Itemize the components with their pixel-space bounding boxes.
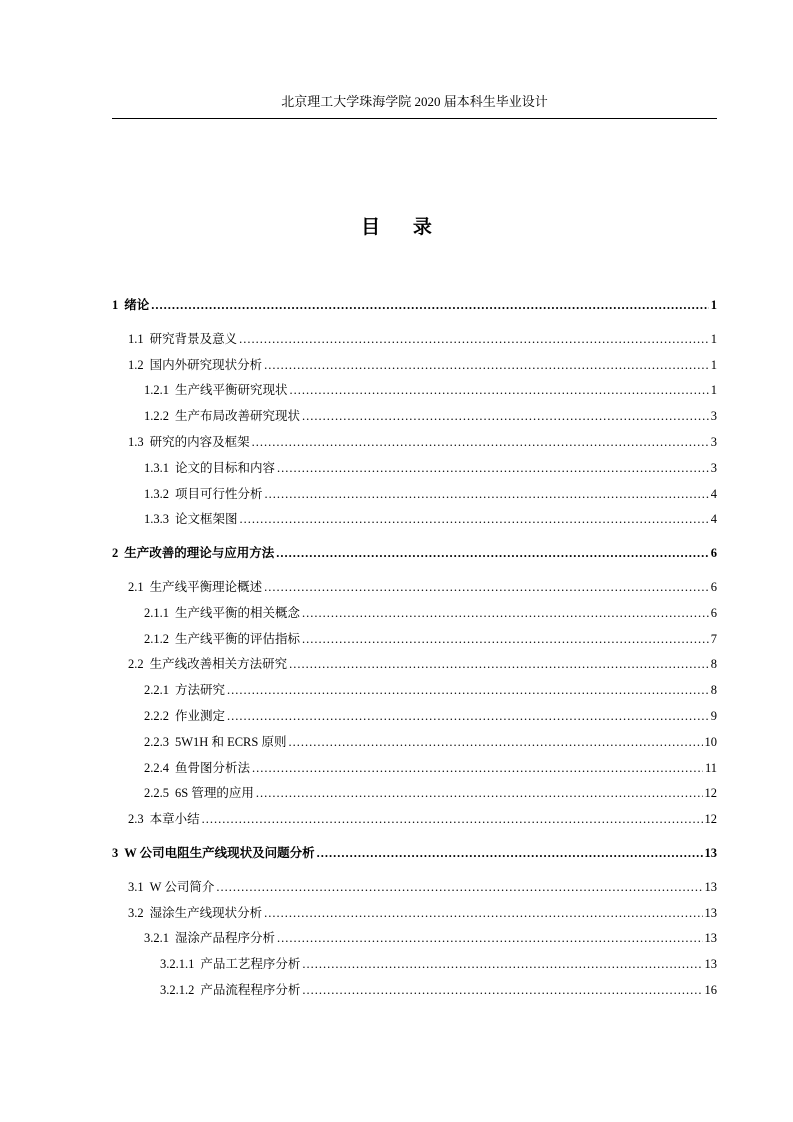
toc-entry[interactable] <box>128 810 717 828</box>
toc-entry-number: 2.2.3 <box>144 734 169 749</box>
toc-leader-dots <box>265 485 709 503</box>
toc-entry-number: 2.2.4 <box>144 760 169 775</box>
toc-entry[interactable] <box>112 844 717 862</box>
toc-leader-dots <box>252 759 703 777</box>
toc-entry-title: 生产线平衡理论概述 <box>149 580 263 594</box>
toc-leader-dots <box>302 630 709 648</box>
toc-entry-page: 1 <box>710 383 717 398</box>
toc-entry-page: 1 <box>710 357 717 372</box>
toc-title: 目 录 <box>361 217 446 238</box>
toc-entry-number: 3 <box>112 846 119 860</box>
toc-leader-dots <box>227 707 709 725</box>
toc-entry-number: 1.1 <box>128 331 144 346</box>
toc-leader-dots <box>288 733 702 751</box>
toc-entry-number: 1.3.1 <box>144 460 169 475</box>
toc-entry-number: 1.2.2 <box>144 409 169 424</box>
toc-entry-number: 1.3.2 <box>144 486 169 501</box>
page-header <box>112 93 717 119</box>
toc-entry-title: 本章小结 <box>149 812 200 827</box>
toc-entry-number: 3.1 <box>128 879 144 894</box>
toc-entry-number: 3.2 <box>128 905 144 920</box>
toc-entry-page: 13 <box>704 905 717 920</box>
toc-leader-dots <box>264 356 709 374</box>
toc-entry-page: 9 <box>710 709 717 723</box>
toc-entry-title: 方法研究 <box>175 683 226 698</box>
toc-entry[interactable] <box>144 407 717 425</box>
header-text: 北京理工大学珠海学院 2020 届本科生毕业设计 <box>281 94 548 109</box>
toc-entry-title: 项目可行性分析 <box>175 486 263 501</box>
toc-entry[interactable] <box>144 707 717 725</box>
toc-entry-number: 2.2 <box>128 657 144 672</box>
toc-leader-dots <box>302 955 702 973</box>
toc-entry-title: 湿涂产品程序分析 <box>175 931 276 946</box>
toc-entry-number: 3.2.1 <box>144 931 169 946</box>
toc-entry-title: 国内外研究现状分析 <box>149 357 263 372</box>
toc-entry-title: 生产布局改善研究现状 <box>175 409 301 424</box>
toc-entry-number: 2.1.2 <box>144 631 169 646</box>
toc-entry-page: 4 <box>710 486 717 501</box>
toc-entry-title: W 公司电阻生产线现状及问题分析 <box>124 846 315 860</box>
toc-entry[interactable] <box>128 356 717 374</box>
toc-entry[interactable] <box>144 630 717 648</box>
toc-entry-page: 8 <box>710 683 717 698</box>
toc-leader-dots <box>290 381 709 399</box>
toc-entry-page: 16 <box>704 983 717 997</box>
toc-leader-dots <box>216 878 702 896</box>
toc-entry-number: 1.2 <box>128 357 144 372</box>
toc-entry-title: 研究背景及意义 <box>149 331 238 346</box>
toc-leader-dots <box>240 510 709 528</box>
toc-entry[interactable] <box>128 878 717 896</box>
toc-entry[interactable] <box>144 485 717 503</box>
toc-entry-title: 研究的内容及框架 <box>149 435 250 449</box>
toc-entry-title: 绪论 <box>124 298 150 312</box>
toc-leader-dots <box>289 655 709 673</box>
toc-entry-title: 产品流程程序分析 <box>200 983 301 997</box>
toc-entry[interactable] <box>128 655 717 673</box>
toc-entry[interactable] <box>144 929 717 947</box>
toc-entry-page: 3 <box>710 460 717 475</box>
toc-entry-page: 3 <box>710 409 717 424</box>
toc-entry[interactable] <box>160 981 717 999</box>
toc-entry-page: 13 <box>704 931 717 946</box>
toc-entry-number: 1.3.3 <box>144 512 169 527</box>
toc-entry-number: 2.2.2 <box>144 709 169 723</box>
toc-leader-dots <box>276 544 708 562</box>
toc-entry-number: 3.2.1.1 <box>160 957 195 972</box>
toc-entry-page: 10 <box>704 734 717 749</box>
toc-entry-page: 11 <box>704 760 717 775</box>
toc-leader-dots <box>302 604 709 622</box>
toc-entry-number: 2.1 <box>128 580 144 594</box>
toc-entry-number: 1.2.1 <box>144 383 169 398</box>
toc-entry-number: 2.2.1 <box>144 683 169 698</box>
toc-entry-page: 6 <box>710 546 717 561</box>
toc-leader-dots <box>277 459 709 477</box>
toc-leader-dots <box>277 929 702 947</box>
toc-entry-title: 湿涂生产线现状分析 <box>149 905 263 920</box>
toc-entry-title: 论文的目标和内容 <box>175 460 276 475</box>
toc-entry[interactable] <box>112 296 717 314</box>
toc-entry-number: 2.1.1 <box>144 605 169 620</box>
toc-entry-page: 13 <box>704 879 717 894</box>
toc-entry-page: 6 <box>710 580 717 594</box>
toc-entry[interactable] <box>144 604 717 622</box>
toc-entry-title: 6S 管理的应用 <box>175 786 254 801</box>
toc-entry-page: 1 <box>710 298 717 312</box>
toc-entry[interactable] <box>112 544 717 562</box>
toc-entry-page: 1 <box>710 331 717 346</box>
toc-entry[interactable] <box>144 459 717 477</box>
toc-leader-dots <box>302 981 702 999</box>
toc-entry[interactable] <box>144 381 717 399</box>
toc-leader-dots <box>252 433 709 451</box>
toc-entry-number: 2.2.5 <box>144 786 169 801</box>
toc-entry[interactable] <box>128 433 717 451</box>
toc-leader-dots <box>264 578 709 596</box>
toc-entry-page: 4 <box>710 512 717 527</box>
toc-entry-title: 生产改善的理论与应用方法 <box>124 546 275 561</box>
toc-entry-page: 8 <box>710 657 717 672</box>
toc-entry[interactable] <box>144 510 717 528</box>
toc-entry-number: 1 <box>112 298 119 312</box>
toc-entry-title: 鱼骨图分析法 <box>175 760 251 775</box>
toc-entry-page: 7 <box>710 631 717 646</box>
toc-entry-title: 5W1H 和 ECRS 原则 <box>175 734 287 749</box>
toc-entry-title: 论文框架图 <box>175 512 238 527</box>
toc-entry-number: 3.2.1.2 <box>160 983 195 997</box>
toc-leader-dots <box>202 810 703 828</box>
toc-entry-title: W 公司简介 <box>149 879 215 894</box>
toc-entry[interactable] <box>144 733 717 751</box>
toc-entry[interactable] <box>144 681 717 699</box>
toc-entry-title: 生产线平衡的相关概念 <box>175 605 301 620</box>
toc-entry-title: 生产线改善相关方法研究 <box>149 657 288 672</box>
toc-entry[interactable] <box>144 759 717 777</box>
toc-entry[interactable] <box>128 330 717 348</box>
toc-entry-title: 生产线平衡研究现状 <box>175 383 288 398</box>
toc-leader-dots <box>239 330 709 348</box>
toc-leader-dots <box>264 904 702 922</box>
toc-entry[interactable] <box>160 955 717 973</box>
toc-entry-page: 3 <box>710 435 717 449</box>
toc-entry-number: 2.3 <box>128 812 144 827</box>
toc-leader-dots <box>317 844 703 862</box>
toc-entry-page: 13 <box>704 846 717 860</box>
toc-entry[interactable] <box>128 578 717 596</box>
toc-leader-dots <box>302 407 709 425</box>
toc-entry-title: 产品工艺程序分析 <box>200 957 301 972</box>
toc-entry-title: 作业测定 <box>175 709 226 723</box>
toc-entry-number: 2 <box>112 546 119 561</box>
toc-leader-dots <box>256 784 703 802</box>
toc-entry-title: 生产线平衡的评估指标 <box>175 631 301 646</box>
toc-entry[interactable] <box>128 904 717 922</box>
toc-entry-page: 12 <box>704 812 717 827</box>
toc-entry-page: 13 <box>704 957 717 972</box>
toc-leader-dots <box>227 681 709 699</box>
toc-entry-number: 1.3 <box>128 435 144 449</box>
toc-leader-dots <box>151 296 708 314</box>
toc-entry-page: 12 <box>704 786 717 801</box>
toc-entry-page: 6 <box>710 605 717 620</box>
toc-entry[interactable] <box>144 784 717 802</box>
